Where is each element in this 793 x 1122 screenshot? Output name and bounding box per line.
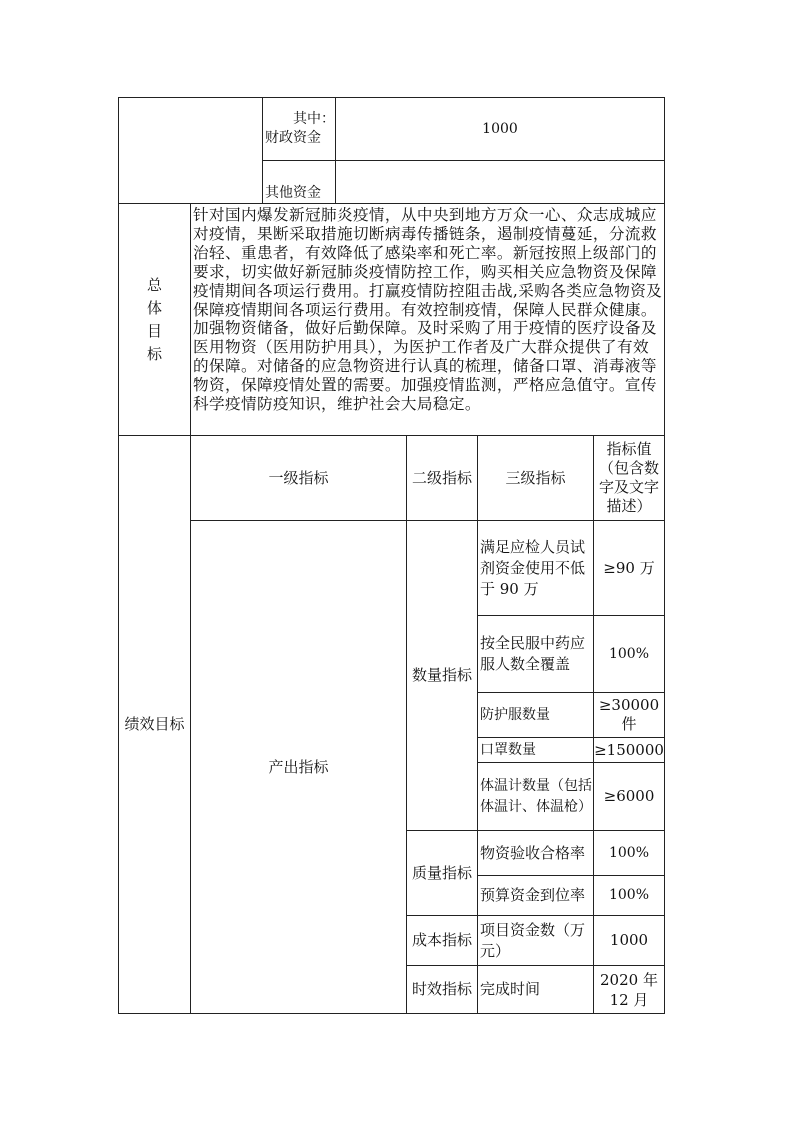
- indicator-item: 项目资金数（万元）: [477, 915, 594, 966]
- indicator-value: 100%: [593, 875, 665, 916]
- level1-output: 产出指标: [190, 520, 407, 1014]
- header-level2: 二级指标: [406, 435, 478, 521]
- indicator-item: 物资验收合格率: [477, 830, 594, 876]
- level2-quantity: 数量指标: [406, 520, 478, 831]
- indicator-item: 预算资金到位率: [477, 875, 594, 916]
- indicator-item: 防护服数量: [477, 692, 594, 738]
- indicator-value: 2020 年 12 月: [593, 965, 665, 1014]
- header-level3: 三级指标: [477, 435, 594, 521]
- indicator-item: 按全民服中药应服人数全覆盖: [477, 615, 594, 693]
- performance-goal-label: 绩效目标: [118, 435, 191, 1014]
- indicator-item: 满足应检人员试剂资金使用不低于 90 万: [477, 520, 594, 616]
- indicator-value: 100%: [593, 615, 665, 693]
- level2-cost: 成本指标: [406, 915, 478, 966]
- other-funds-value: [335, 160, 665, 204]
- header-value: 指标值（包含数字及文字描述）: [593, 435, 665, 521]
- overall-goal-text: 针对国内爆发新冠肺炎疫情，从中央到地方万众一心、众志成城应对疫情，果断采取措施切断病毒传播链条，遏制疫情蔓延，分流救治轻、重患者，有效降低了感染率和死亡率。新冠按照上级部门的要求，切实做好新冠肺炎疫情防控工作，购买相关应急物资及保障疫情期间各项运行费用。打赢疫情防控阻击战,采购各类应急物资及保障疫情期间各项运行费用。有效控制疫情，保障人民群众健康。加强物资储备，做好后勤保障。及时采购了用于疫情的医疗设备及医用物资（医用防护用具），为医护工作者及广大群众提供了有效的保障。对储备的应急物资进行认真的梳理，储备口罩、消毒液等物资，保障疫情处置的需要。加强疫情监测，严格应急值守。宣传科学疫情防疫知识，维护社会大局稳定。: [190, 203, 665, 436]
- indicator-value: ≥90 万: [593, 520, 665, 616]
- level2-quality: 质量指标: [406, 830, 478, 916]
- indicator-value: ≥6000: [593, 762, 665, 831]
- level2-timeliness: 时效指标: [406, 965, 478, 1014]
- fiscal-funds-label: 其中：财政资金: [262, 97, 336, 161]
- indicator-item: 体温计数量（包括体温计、体温枪）: [477, 762, 594, 831]
- indicator-item: 完成时间: [477, 965, 594, 1014]
- indicator-value: 100%: [593, 830, 665, 876]
- header-level1: 一级指标: [190, 435, 407, 521]
- overall-goal-label: 总体目标: [118, 203, 191, 436]
- indicator-value: ≥150000: [593, 737, 665, 763]
- other-funds-label: 其他资金: [262, 160, 336, 204]
- fiscal-funds-value: 1000: [335, 97, 665, 161]
- indicator-item: 口罩数量: [477, 737, 594, 763]
- indicator-value: 1000: [593, 915, 665, 966]
- indicator-value: ≥30000 件: [593, 692, 665, 738]
- blank-cell: [118, 97, 263, 204]
